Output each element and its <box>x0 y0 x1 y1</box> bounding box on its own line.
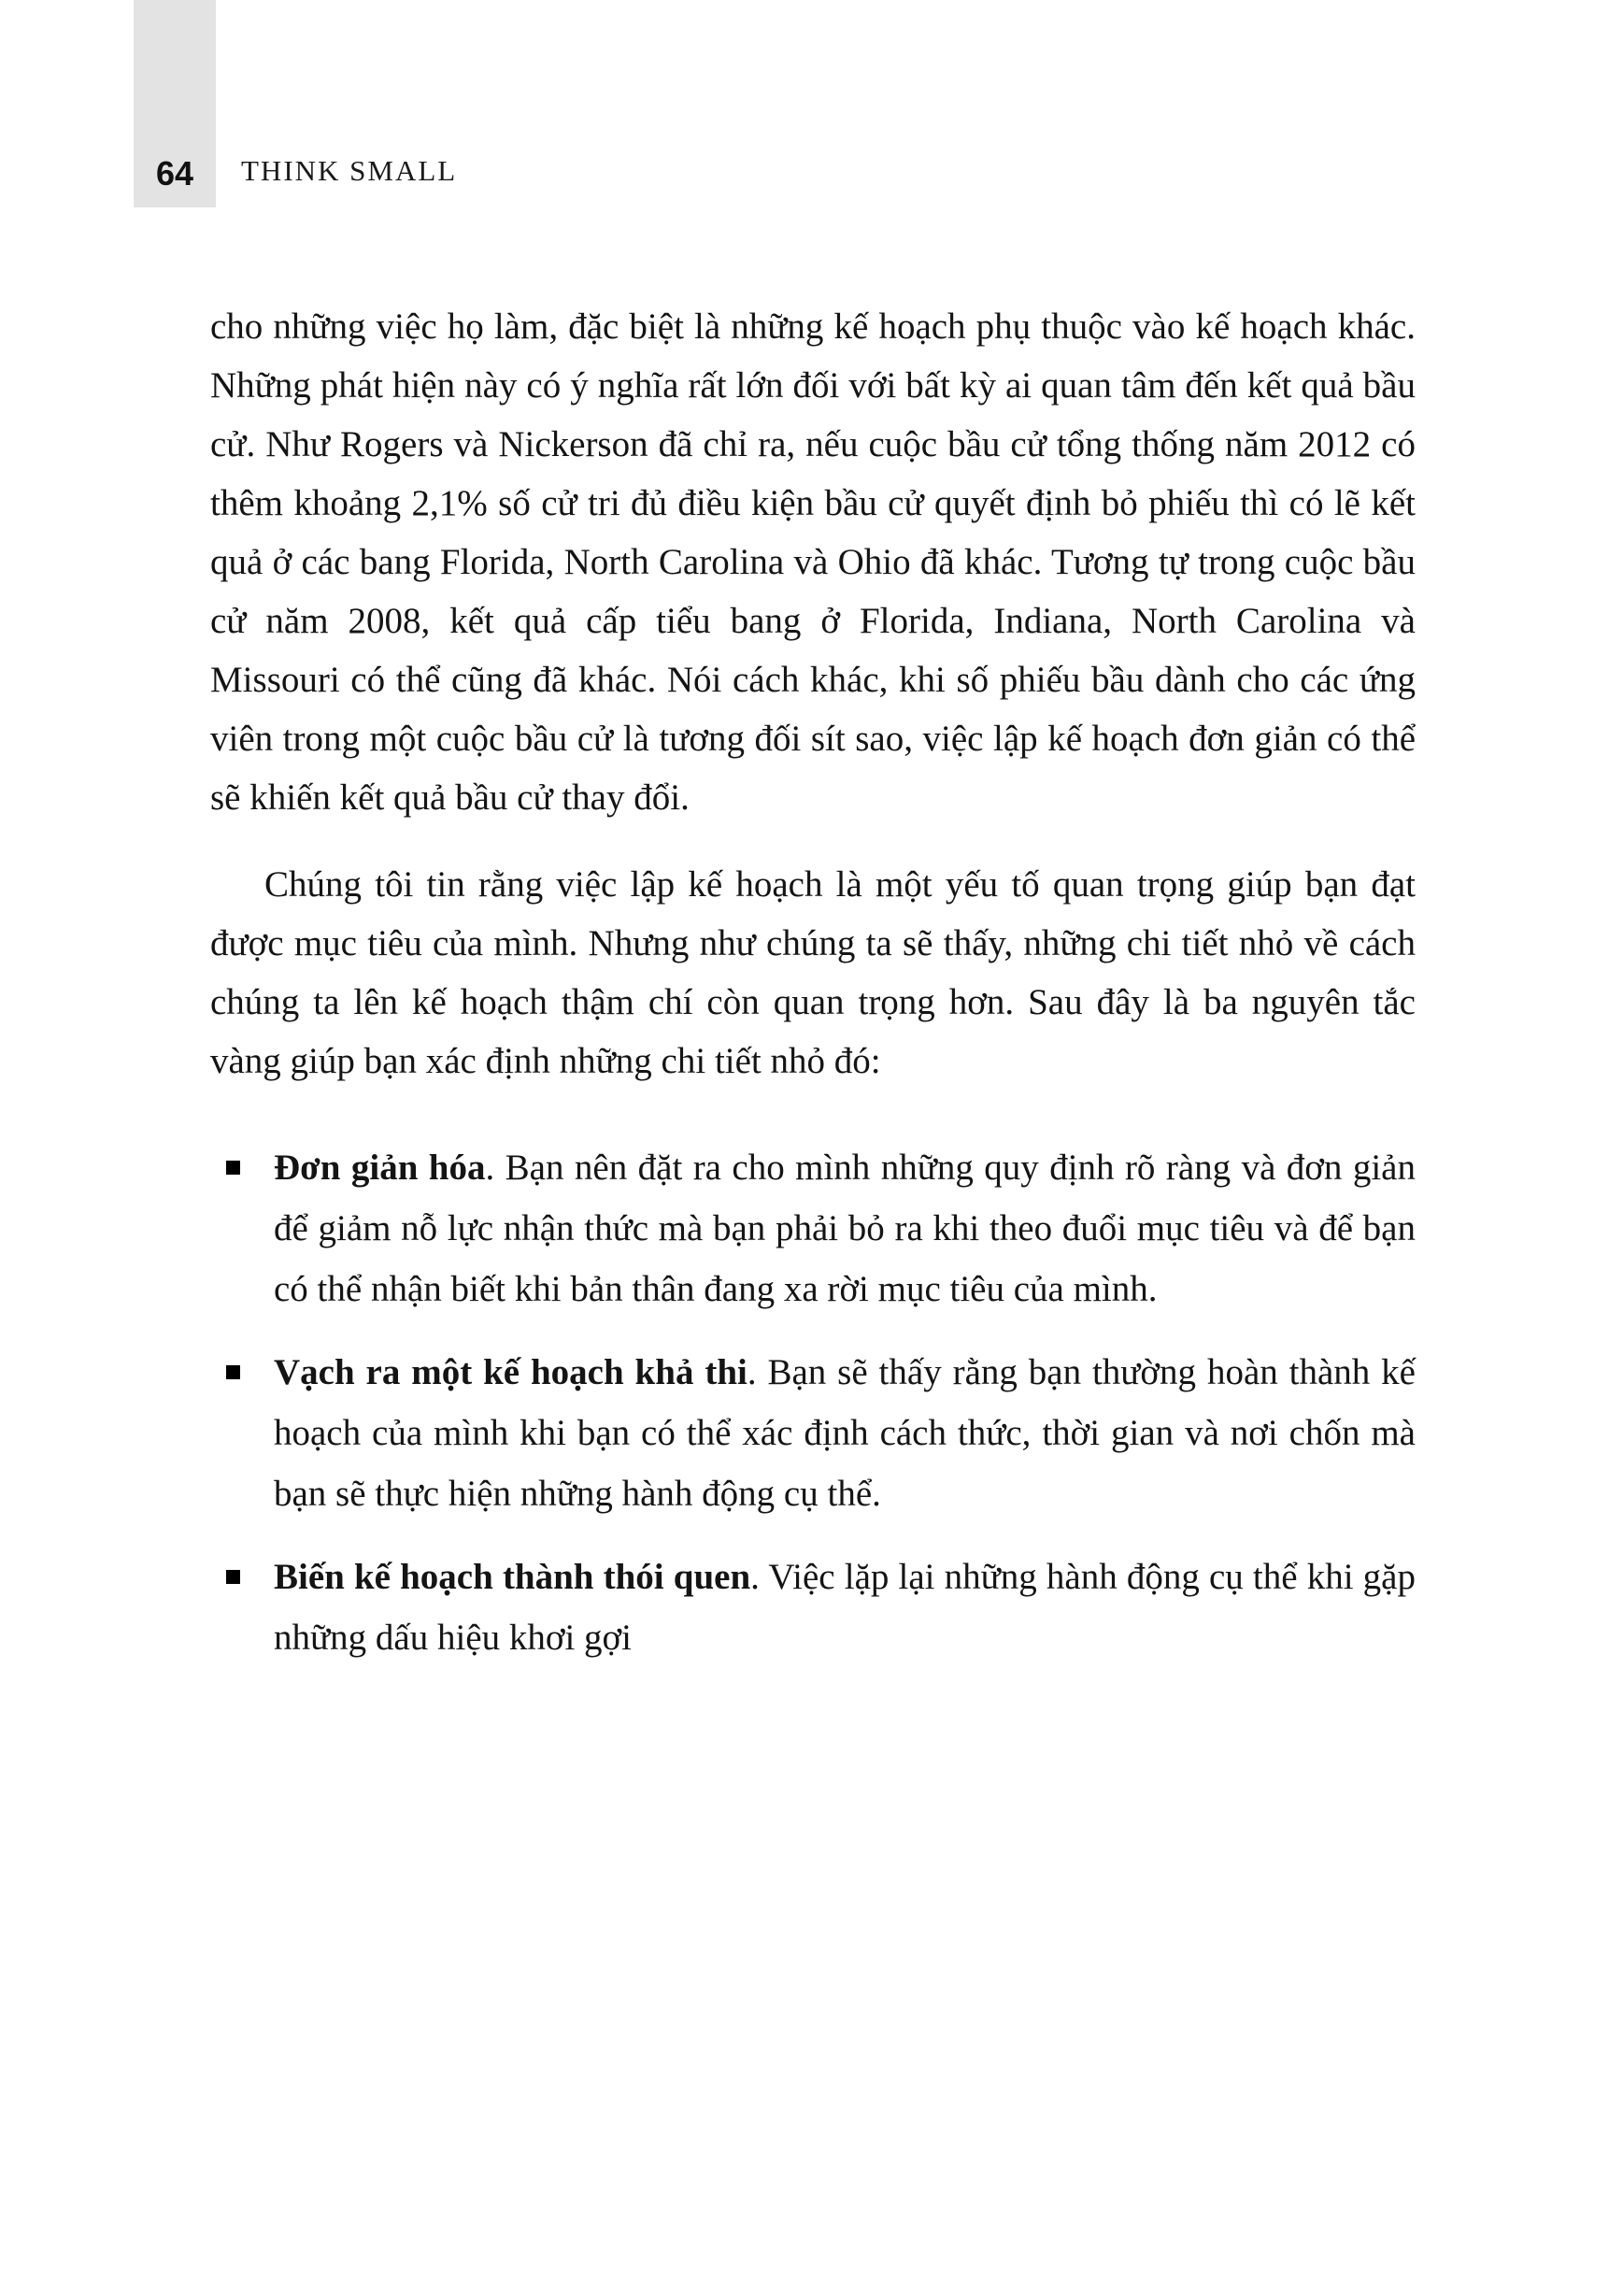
page-number-tab <box>134 0 216 207</box>
bullet-lead: Đơn giản hóa <box>274 1148 486 1188</box>
page-number: 64 <box>155 154 194 193</box>
bullet-lead: Vạch ra một kế hoạch khả thi <box>274 1352 747 1392</box>
list-item <box>210 1137 1416 1319</box>
list-item <box>210 1547 1416 1668</box>
bullet-square-icon <box>226 1570 240 1584</box>
page-content <box>210 297 1416 1690</box>
bullet-square-icon <box>226 1365 240 1379</box>
golden-rules-list <box>210 1137 1416 1668</box>
list-item <box>210 1342 1416 1524</box>
bullet-body: . Việc lặp lại những hành động cụ thể khi gặp những dấu hiệu khơi gợi <box>274 1557 1416 1658</box>
bullet-body: . Bạn sẽ thấy rằng bạn thường hoàn thành kế hoạch của mình khi bạn có thể xác định cách thức, thời gian và nơi chốn mà bạn sẽ thực hiện những hành động cụ thể. <box>274 1352 1416 1514</box>
body-paragraph: cho những việc họ làm, đặc biệt là những kế hoạch phụ thuộc vào kế hoạch khác. Những phát hiện này có ý nghĩa rất lớn đối với bất kỳ ai quan tâm đến kết quả bầu cử. Như Rogers và Nickerson đã chỉ ra, nếu cuộc bầu cử tổng thống năm 2012 có thêm khoảng 2,1% số cử tri đủ điều kiện bầu cử quyết định bỏ phiếu thì có lẽ kết quả ở các bang Florida, North Carolina và Ohio đã khác. Tương tự trong cuộc bầu cử năm 2008, kết quả cấp tiểu bang ở Florida, Indiana, North Carolina và Missouri có thể cũng đã khác. Nói cách khác, khi số phiếu bầu dành cho các ứng viên trong một cuộc bầu cử là tương đối sít sao, việc lập kế hoạch đơn giản có thể sẽ khiến kết quả bầu cử thay đổi. <box>210 307 1416 818</box>
running-title: THINK SMALL <box>241 154 458 187</box>
bullet-lead: Biến kế hoạch thành thói quen <box>274 1557 751 1597</box>
body-paragraph: Chúng tôi tin rằng việc lập kế hoạch là một yếu tố quan trọng giúp bạn đạt được mục tiêu của mình. Nhưng như chúng ta sẽ thấy, những chi tiết nhỏ về cách chúng ta lên kế hoạch thậm chí còn quan trọng hơn. Sau đây là ba nguyên tắc vàng giúp bạn xác định những chi tiết nhỏ đó: <box>210 864 1416 1081</box>
bullet-body: . Bạn nên đặt ra cho mình những quy định rõ ràng và đơn giản để giảm nỗ lực nhận thức mà bạn phải bỏ ra khi theo đuổi mục tiêu và để bạn có thể nhận biết khi bản thân đang xa rời mục tiêu của mình. <box>274 1148 1416 1309</box>
bullet-square-icon <box>226 1161 240 1175</box>
